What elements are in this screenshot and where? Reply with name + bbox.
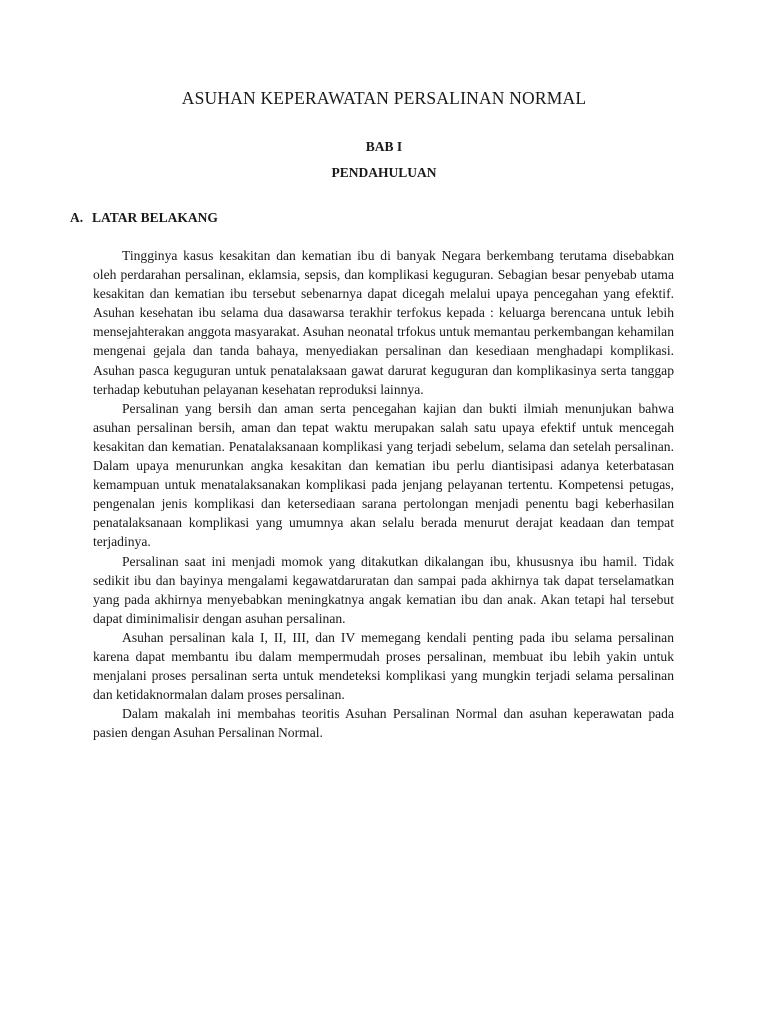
chapter-title: PENDAHULUAN [331, 165, 437, 180]
paragraph: Dalam makalah ini membahas teoritis Asuhan Persalinan Normal dan asuhan keperawatan pada pasien dengan Asuhan Persalinan Normal. [93, 706, 674, 741]
document-title: ASUHAN KEPERAWATAN PERSALINAN NORMAL [181, 88, 587, 108]
paragraph: Persalinan saat ini menjadi momok yang ditakutkan dikalangan ibu, khususnya ibu hamil. Tidak sedikit ibu dan bayinya mengalami kegawatdaruratan dan sampai pada akhirnya tak dapat terselamatkan yang pada akhirnya menyebabkan meningkatnya angak kematian ibu dan anak. Akan tetapi hal tersebut dapat diminimalisir dengan asuhan persalinan. [93, 553, 674, 626]
paragraph: Persalinan yang bersih dan aman serta pencegahan kajian dan bukti ilmiah menunjukan bahwa asuhan persalinan bersih, aman dan tepat waktu merupakan salah satu upaya efektif untuk mencegah kesakitan dan kematian. Penatalaksanaan komplikasi yang terjadi sebelum, selama dan setelah persalinan. Dalam upaya menurunkan angka kesakitan dan kematian ibu perlu diantisipasi adanya keterbatasan kemampuan untuk menatalaksanakan komplikasi pada jenjang pelayanan tertentu. Kompetensi petugas, pengenalan jenis komplikasi dan ketersediaan sarana pertolongan menjadi penentu bagi keberhasilan penatalaksanaan komplikasi yang umumnya akan selalu berada menurut derajat keadaan dan tempat terjadinya. [93, 400, 674, 550]
section-heading [70, 210, 218, 226]
paragraph: Tingginya kasus kesakitan dan kematian ibu di banyak Negara berkembang terutama disebabkan oleh perdarahan persalinan, eklamsia, sepsis, dan komplikasi keguguran. Sebagian besar penyebab utama kesakitan dan kematian ibu tersebut sebenarnya dapat dicegah melalui upaya pencegahan yang efektif. Asuhan kesehatan ibu selama dua dasawarsa terakhir terfokus kepada : keluarga berencana untuk lebih mensejahterakan anggota masyarakat. Asuhan neonatal trfokus untuk memantau perkembangan kehamilan mengenai gejala dan tanda bahaya, menyediakan persalinan dan kesediaan menghadapi komplikasi. Asuhan pasca keguguran untuk penatalaksaan gawat darurat keguguran dan komplikasinya serta tanggap terhadap kebutuhan pelayanan kesehatan reproduksi lainnya. [93, 248, 674, 397]
section-title: LATAR BELAKANG [92, 210, 218, 225]
section-body [93, 246, 674, 742]
section-letter: A. [70, 210, 84, 225]
paragraph: Asuhan persalinan kala I, II, III, dan IV memegang kendali penting pada ibu selama persalinan karena dapat membantu ibu dalam mempermudah proses persalinan, membuat ibu lebih yakin untuk menjalani proses persalinan serta untuk mendeteksi komplikasi yang mungkin terjadi selama persalinan dan ketidaknormalan dalam proses persalinan. [93, 629, 674, 703]
chapter-number: BAB I [365, 139, 403, 154]
